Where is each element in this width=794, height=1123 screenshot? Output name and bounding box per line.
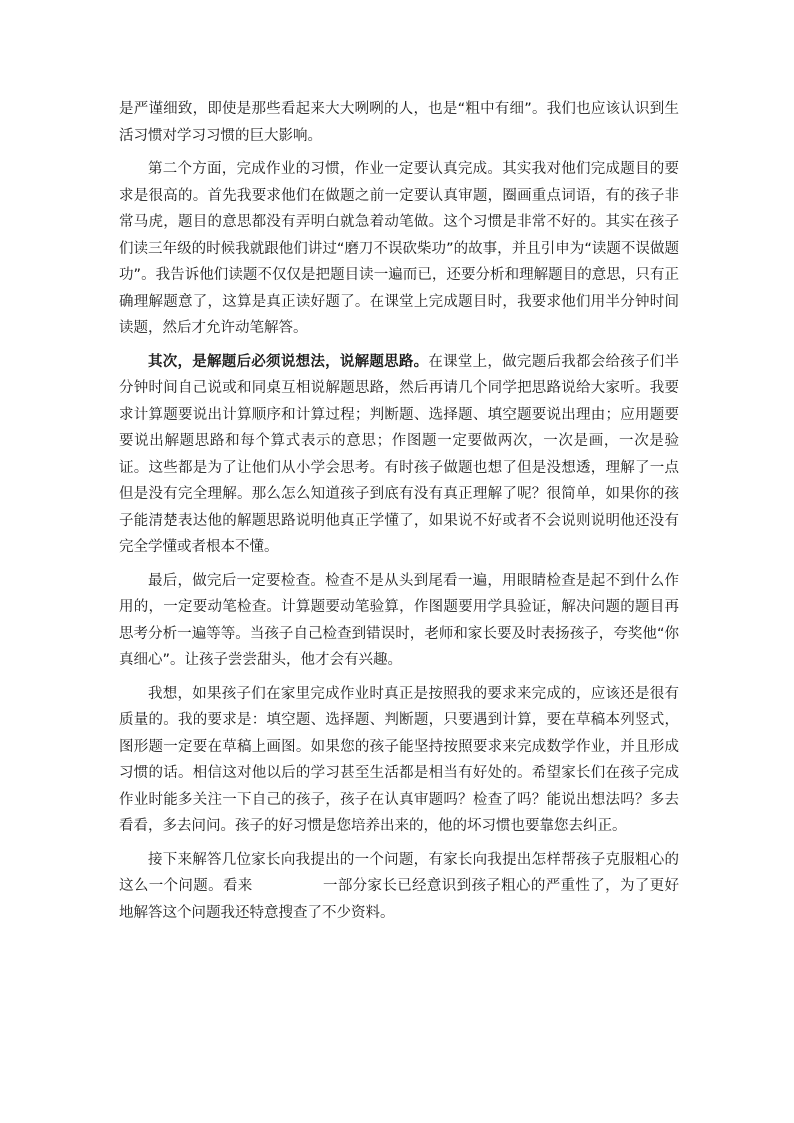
paragraph-6-text-after: 一部分家长已经意识到孩子粗心的严重性了，为了更好地解答这个问题我还特意搜查了不少资料。 xyxy=(119,878,680,921)
paragraph-3-bold-lead: 其次，是解题后必须说想法，说解题思路。 xyxy=(148,353,429,370)
paragraph-4 xyxy=(119,568,679,674)
paragraph-4-text: 最后，做完后一定要检查。检查不是从头到尾看一遍，用眼睛检查是起不到什么作用的，一定要动笔检查。计算题要动笔验算，作图题要用学具验证，解决问题的题目再思考分析一遍等等。当孩子自己检查到错误时，老师和家长要及时表扬孩子，夸奖他“你真细心”。让孩子尝尝甜头，他才会有兴趣。 xyxy=(119,572,679,668)
paragraph-6 xyxy=(119,847,679,927)
paragraph-1 xyxy=(119,96,679,149)
paragraph-2 xyxy=(119,156,679,342)
paragraph-2-text: 第二个方面，完成作业的习惯，作业一定要认真完成。其实我对他们完成题目的要求是很高的。首先我要求他们在做题之前一定要认真审题，圈画重点词语，有的孩子非常马虎，题目的意思都没有弄明白就急着动笔做。这个习惯是非常不好的。其实在孩子们读三年级的时候我就跟他们讲过“磨刀不误砍柴功”的故事，并且引申为“读题不误做题功”。我告诉他们读题不仅仅是把题目读一遍而已，还要分析和理解题目的意思，只有正确理解题意了，这算是真正读好题了。在课堂上完成题目时，我要求他们用半分钟时间读题，然后才允许动笔解答。 xyxy=(119,161,679,336)
paragraph-1-text: 是严谨细致，即使是那些看起来大大咧咧的人，也是“粗中有细”。我们也应该认识到生活习惯对学习习惯的巨大影响。 xyxy=(119,101,679,144)
paragraph-3-text: 在课堂上，做完题后我都会给孩子们半分钟时间自己说或和同桌互相说解题思路，然后再请几个同学把思路说给大家听。我要求计算题要说出计算顺序和计算过程；判断题、选择题、填空题要说出理由；应用题要要说出解题思路和每个算式表示的意思；作图题一定要做两次，一次是画，一次是验证。这些都是为了让他们从小学会思考。有时孩子做题也想了但是没想透，理解了一点但是没有完全理解。那么怎么知道孩子到底有没有真正理解了呢？很简单，如果你的孩子能清楚表达他的解题思路说明他真正学懂了，如果说不好或者不会说则说明他还没有完全学懂或者根本不懂。 xyxy=(119,353,680,555)
paragraph-5-text: 我想，如果孩子们在家里完成作业时真正是按照我的要求来完成的，应该还是很有质量的。我的要求是：填空题、选择题、判断题，只要遇到计算，要在草稿本列竖式，图形题一定要在草稿上画图。如果您的孩子能坚持按照要求来完成数学作业，并且形成习惯的话。相信这对他以后的学习甚至生活都是相当有好处的。希望家长们在孩子完成作业时能多关注一下自己的孩子，孩子在认真审题吗？检查了吗？能说出想法吗？多去看看，多去问问。孩子的好习惯是您培养出来的，他的坏习惯也要靠您去纠正。 xyxy=(119,685,679,834)
paragraph-5 xyxy=(119,681,679,840)
paragraph-3 xyxy=(119,349,679,561)
document-page xyxy=(119,96,679,933)
paragraph-6-text-before: 接下来解答几位家长向我提出的一个问题，有家长向我提出怎样帮孩子克服粗心的这么一个问题。看来 xyxy=(119,851,679,894)
